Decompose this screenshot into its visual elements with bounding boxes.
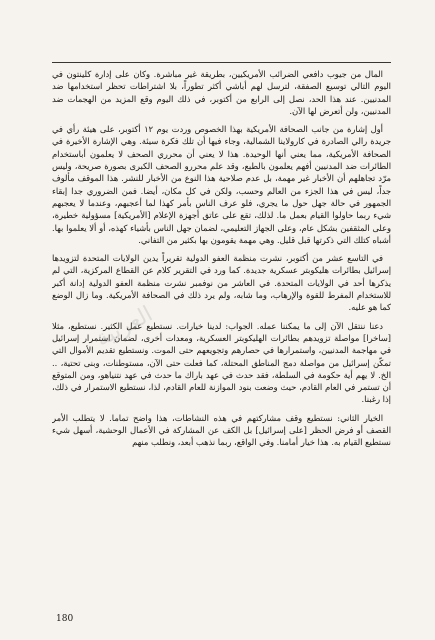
paragraph: الخيار الثاني: نستطيع وقف مشاركتهم في هذه النشاطات، هذا واضح تماما. لا يتطلب الأمر القصف أو فرض الحظر [على إسرائيل] بل الكف عن المشاركة في الأعمال الوحشية، أسهل شيء نستطيع القيام به. هذا خيار أمامنا. وفي الواقع، ربما نذهب أبعد، ونطلب منهم	[52, 412, 391, 448]
page-number: 180	[56, 614, 74, 624]
watermark: العربية	[92, 301, 157, 353]
paragraph: المال من جيوب دافعي الضرائب الأمريكيين، بطريقة غير مباشرة. وكان على إدارة كلينتون في اليوم التالي توسيع الصفقة، لترسل لهم أباشي أكثر تطوراً، بلا اشتراطات تحظر استخدامها ضد المدنيين. عند هذا الحد، نصل إلى الرابع من أكتوبر، في ذلك اليوم وقع المزيد من الهجمات ضد المدنيين، ولن أتعرض لها الآن.	[52, 69, 391, 116]
paragraph: أول إشارة من جانب الصحافة الأمريكية بهذا الخصوص وردت يوم ١٢ أكتوبر، على هيئة رأي في جريدة رالي الصادرة في كارولاينا الشمالية، وجاء فيها أن تلك فكرة سيئة. وهي الإشارة الأخيرة في الصحافة الأمريكية، مما يعني أنها الوحيدة. هذا لا يعني أن محرري الصحف لا يعلمون أباستخدام الطائرات ضد المدنيين أفهم يعلمون بالطبع، وقد علم محررو الصحف الكبرى بصورة صريحة، وليس مرّد تجاهلهم أن الأخبار غير مهمة، بل عدم صلاحية هذا النوع من الأخبار للنشر. هذا الموقف مألوف جداً، ليس في هذا الجزء من العالم وحسب، ولكن في كل مكان، أيضا. فمن الضروري جدا إبقاء الجمهور في حالة جهل حول ما يجري، فلو عرف الناس بأمر كهذا لما أعجبهم، وعندما لا يعجبهم شيء ربما حاولوا القيام بعمل ما. لذلك، تقع على عاتق أجهزة الإعلام [الأمريكية] مسؤولية خطيرة، وعلى المثقفين بشكل عام، وعلى الجهاز التعليمي، لضمان جهل الناس بأشياء كهذه، أو ألا يعلموا بها. أشباه كتلك التي ذكرتها قبل قليل. وهي مهمة يقومون بها بكثير من التفاني.	[52, 124, 391, 245]
header-rule	[52, 62, 391, 63]
body-text	[52, 68, 391, 608]
paragraph: في التاسع عشر من أكتوبر، نشرت منظمة العفو الدولية تقريراً يدين الولايات المتحدة لتزويدها إسرائيل بطائرات هليكوبتر عسكرية جديدة. كما ورد في التقرير كلام عن القطاع المركزية، التي لم يذكرها أحد في الولايات المتحدة. في العاشر من نوفمبر نشرت منظمة العفو الدولية إدانة أكبر للاستخدام المفرط للقوة والإرهاب، وما شابه، ولم يرد ذلك في الصحافة الأمريكية. وما زال الوضع كما هو عليه.	[52, 253, 391, 313]
paragraph: دعنا ننتقل الآن إلى ما يمكننا عمله. الجواب: لدينا خيارات. نستطيع عمل الكثير. نستطيع، مثلا [ساخرا] مواصلة تزويدهم بطائرات الهليكوبتر العسكرية، ومعدات أخرى، لضمان استمرار إسرائيل في مهاجمة المدنيين، واستمرارها في حصارهم وتجويعهم حتى الموت. ونستطيع تقديم الأموال التي تمكّن إسرائيل من مواصلة دمج المناطق المحتلة، كما فعلت حتى الآن، مستوطنات، وبنى تحتية، .. الخ. لا يهم أية حكومة في السلطة، فقد حدث في عهد باراك ما حدث في عهد نتنياهو، ومن المتوقع أن تستمر في العام القادم، حيث وضعت بنود الموازنة للعام القادم، لذا، نستطيع الاستمرار في ذلك، إذا رغبنا.	[52, 320, 391, 405]
